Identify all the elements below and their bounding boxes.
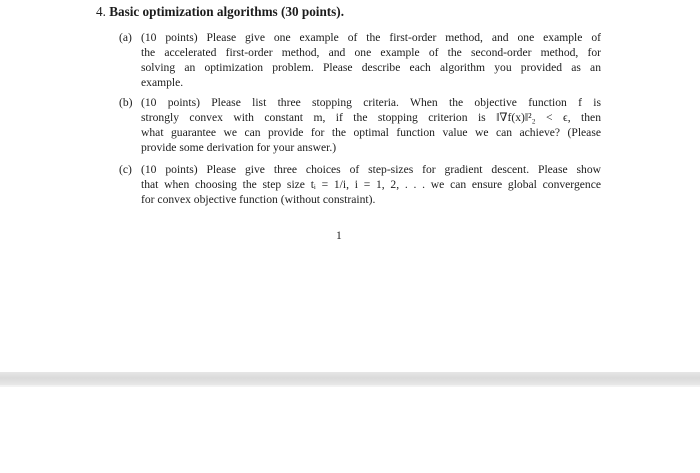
page-separator-edge — [0, 385, 700, 387]
text-line: strongly convex with constant m, if the stopping criterion is ‖∇f(x)‖²₂ < ϵ, then — [141, 111, 601, 124]
problem-label: (c) — [119, 163, 132, 176]
text-line: that when choosing the step size tᵢ = 1/i, i = 1, 2, . . . we can ensure global convergence — [141, 178, 601, 191]
text-line: example. — [141, 76, 184, 89]
text-line: (10 points) Please list three stopping criteria. When the objective function f is — [141, 96, 601, 109]
page-number: 1 — [336, 229, 342, 242]
section-heading — [96, 4, 344, 20]
problem-label: (a) — [119, 31, 132, 44]
text-line: (10 points) Please give one example of the first-order method, and one example of — [141, 31, 601, 44]
section-title: Basic optimization algorithms (30 points). — [109, 4, 344, 19]
text-line: (10 points) Please give three choices of step-sizes for gradient descent. Please show — [141, 163, 601, 176]
page-separator-bar — [0, 372, 700, 385]
text-line: provide some derivation for your answer.) — [141, 141, 337, 154]
problem-text — [141, 162, 601, 207]
text-line: for convex objective function (without constraint). — [141, 193, 376, 206]
text-line: the accelerated first-order method, and one example of the second-order method, for — [141, 46, 601, 59]
text-line: solving an optimization problem. Please describe each algorithm you provided as an — [141, 61, 601, 74]
problem-text — [141, 30, 601, 90]
problem-label: (b) — [119, 96, 133, 109]
section-number: 4. — [96, 4, 106, 19]
text-line: what guarantee we can provide for the optimal function value we can achieve? (Please — [141, 126, 601, 139]
problem-text — [141, 95, 601, 155]
problem-a — [119, 30, 601, 90]
problem-b — [119, 95, 601, 155]
problem-c — [119, 162, 601, 207]
